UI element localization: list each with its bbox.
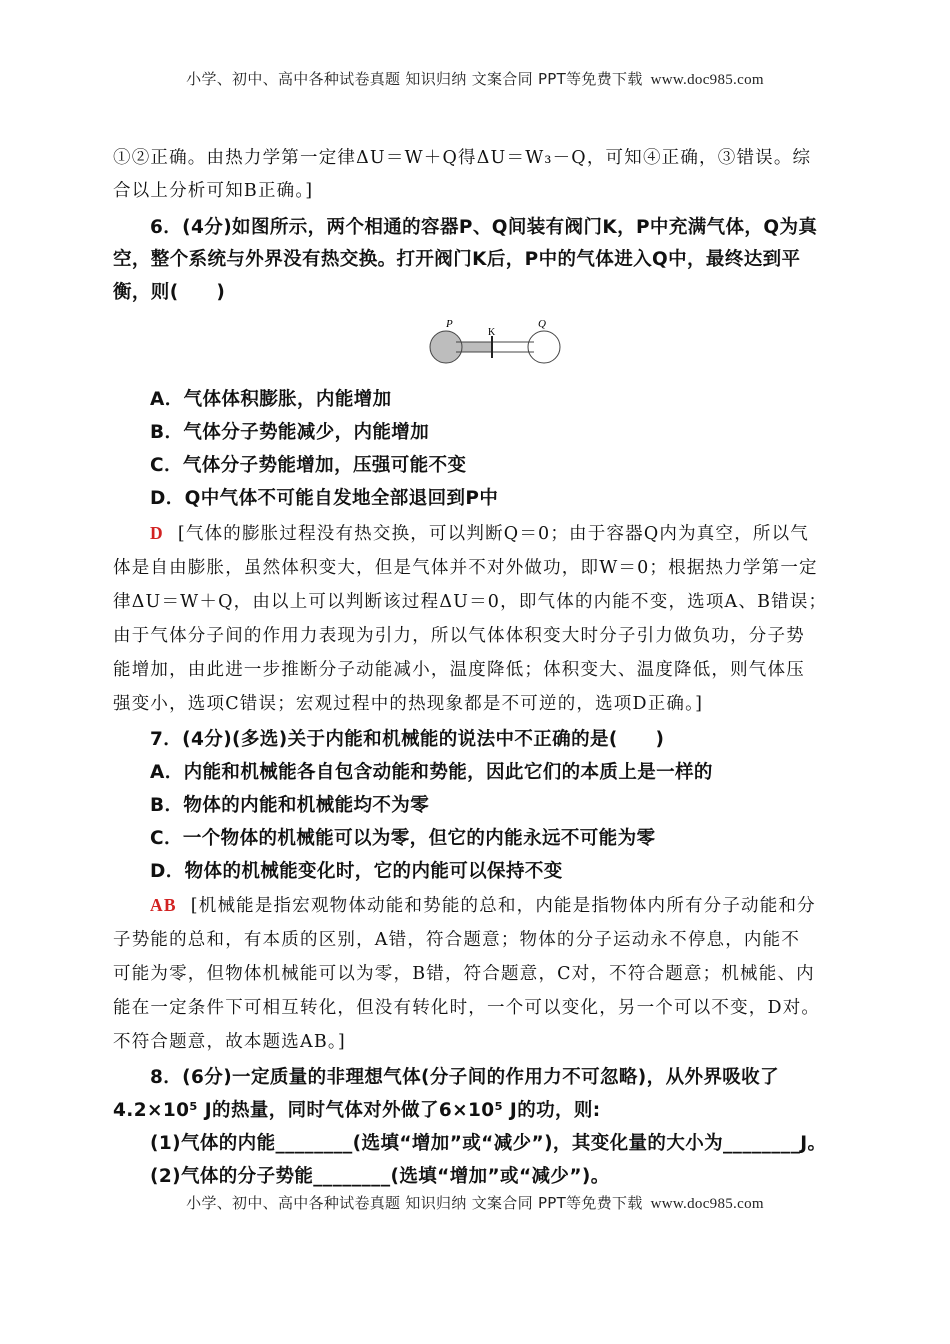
q6-option-a: A．气体体积膨胀，内能增加 [150, 389, 392, 410]
q6-exp-text-1: [气体的膨胀过程没有热交换，可以判断Q＝0；由于容器Q内为真空，所以气 [177, 524, 809, 544]
q6-stem-line-2: 空，整个系统与外界没有热交换。打开阀门K后，P中的气体进入Q中，最终达到平 [113, 249, 801, 270]
page-header [0, 68, 950, 89]
container-diagram [426, 314, 566, 372]
q7-explanation-line-2: 子势能的总和，有本质的区别，A错，符合题意；物体的分子运动永不停息，内能不 [113, 930, 801, 950]
q7-option-c: C．一个物体的机械能可以为零，但它的内能永远不可能为零 [150, 828, 656, 849]
label-q: Q [538, 318, 546, 330]
q6-option-b: B．气体分子势能减少，内能增加 [150, 422, 430, 443]
top-explanation-line-1: ①②正确。由热力学第一定律ΔU＝W＋Q得ΔU＝W₃－Q，可知④正确，③错误。综 [113, 148, 812, 168]
q6-explanation-line-4: 由于气体分子间的作用力表现为引力，所以气体体积变大时分子引力做负功，分子势 [113, 626, 805, 646]
q6-explanation-line-3: 律ΔU＝W＋Q，由以上可以判断该过程ΔU＝0，即气体的内能不变，选项A、B错误； [113, 592, 828, 612]
top-explanation-line-2: 合以上分析可知B正确。] [113, 181, 314, 201]
q6-stem-line-3: 衡，则( ) [113, 282, 226, 303]
label-k: K [488, 327, 496, 338]
q6-explanation-line-2: 体是自由膨胀，虽然体积变大，但是气体并不对外做功，即W＝0；根据热力学第一定 [113, 558, 818, 578]
header-text: 小学、初中、高中各种试卷真题 知识归纳 文案合同 PPT等免费下载 [186, 70, 643, 88]
q7-explanation-line-4: 能在一定条件下可相互转化，但没有转化时，一个可以变化，另一个可以不变，D对。 [113, 998, 821, 1018]
q6-explanation-line-6: 强变小，选项C错误；宏观过程中的热现象都是不可逆的，选项D正确。] [113, 694, 704, 714]
q8-stem-line-2: 4.2×10⁵ J的热量，同时气体对外做了6×10⁵ J的功，则: [113, 1100, 601, 1121]
header-url[interactable]: www.doc985.com [650, 72, 764, 88]
q7-exp-text-1: [机械能是指宏观物体动能和势能的总和，内能是指物体内所有分子动能和分 [190, 896, 816, 916]
page-footer [0, 1192, 950, 1213]
q6-stem-line-1: 6．(4分)如图所示，两个相通的容器P、Q间装有阀门K，P中充满气体，Q为真 [150, 217, 818, 238]
label-p: P [446, 318, 453, 330]
q7-option-b: B．物体的内能和机械能均不为零 [150, 795, 430, 816]
q8-stem-line-1: 8．(6分)一定质量的非理想气体(分子间的作用力不可忽略)，从外界吸收了 [150, 1067, 779, 1088]
q7-option-d: D．物体的机械能变化时，它的内能可以保持不变 [150, 861, 563, 882]
q6-option-d: D．Q中气体不可能自发地全部退回到P中 [150, 488, 499, 509]
q7-explanation-line-5: 不符合题意，故本题选AB。] [113, 1032, 346, 1052]
q7-explanation-line-1 [150, 892, 890, 917]
q7-explanation-line-3: 可能为零，但物体机械能可以为零，B错，符合题意，C对，不符合题意；机械能、内 [113, 964, 815, 984]
q8-sub-2: (2)气体的分子势能________(选填“增加”或“减少”)。 [150, 1166, 610, 1187]
q6-answer: D [150, 523, 164, 543]
q7-stem: 7．(4分)(多选)关于内能和机械能的说法中不正确的是( ) [150, 729, 665, 750]
q6-explanation-line-1 [150, 520, 890, 545]
q8-sub-1: (1)气体的内能________(选填“增加”或“减少”)，其变化量的大小为________J。 [150, 1133, 827, 1154]
q7-answer: AB [150, 895, 177, 915]
q7-option-a: A．内能和机械能各自包含动能和势能，因此它们的本质上是一样的 [150, 762, 713, 783]
footer-text: 小学、初中、高中各种试卷真题 知识归纳 文案合同 PPT等免费下载 [186, 1194, 643, 1212]
footer-url[interactable]: www.doc985.com [650, 1196, 764, 1212]
q6-option-c: C．气体分子势能增加，压强可能不变 [150, 455, 467, 476]
q6-explanation-line-5: 能增加，由此进一步推断分子动能减小，温度降低；体积变大、温度降低，则气体压 [113, 660, 805, 680]
